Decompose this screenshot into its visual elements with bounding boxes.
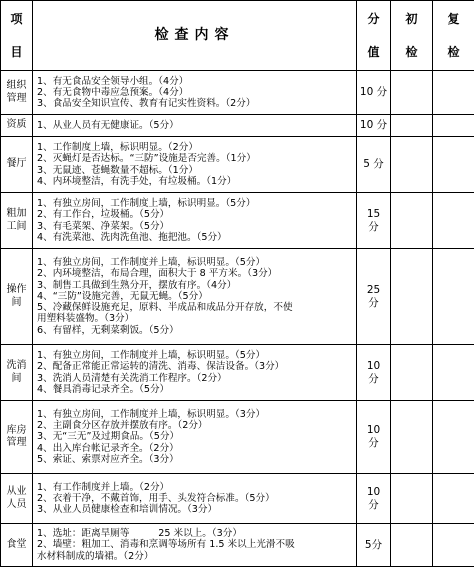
recheck-cell[interactable]	[433, 137, 474, 193]
first-check-cell[interactable]	[391, 249, 433, 345]
criteria-line: 用塑料装盛物。（3分）	[37, 313, 356, 324]
criteria-line: 2、墙壁：粗加工、消毒和烹调等场所有 1.5 米以上光滑不吸	[37, 539, 356, 550]
recheck-cell[interactable]	[433, 345, 474, 401]
first-check-cell[interactable]	[391, 137, 433, 193]
score-value: 5分	[357, 539, 390, 552]
criteria-line: 4、有洗菜池、洗肉洗鱼池、拖把池。（5分）	[37, 232, 356, 243]
content-cell	[33, 193, 357, 249]
criteria-line: 5、索证、索票对应齐全。（3分）	[37, 454, 356, 465]
category-label: 资质	[1, 119, 32, 132]
recheck-cell[interactable]	[433, 249, 474, 345]
score-value: 10	[357, 360, 390, 373]
header-score: 分 值	[357, 1, 391, 71]
criteria-line: 3、制售工具做到生熟分开，摆放有序。（4分）	[37, 280, 356, 291]
table-row	[1, 249, 474, 345]
category-cell	[1, 137, 33, 193]
content-cell	[33, 401, 357, 474]
table-row	[1, 474, 474, 524]
recheck-cell[interactable]	[433, 115, 474, 137]
criteria-line: 6、有留样，无剩菜剩饭。（5分）	[37, 325, 356, 336]
score-value: 10 分	[357, 119, 390, 132]
table-row	[1, 345, 474, 401]
criteria-line: 3、有毛菜架、净菜架。（5分）	[37, 221, 356, 232]
category-label: 洗消	[1, 360, 32, 373]
criteria-line: 1、工作制度上墙，标识明显。（2分）	[37, 142, 356, 153]
table-row	[1, 193, 474, 249]
category-cell	[1, 193, 33, 249]
score-value: 5 分	[357, 158, 390, 171]
score-cell	[357, 401, 391, 474]
score-value: 分	[357, 437, 390, 450]
score-cell	[357, 137, 391, 193]
category-label: 操作	[1, 284, 32, 297]
category-label: 粗加	[1, 208, 32, 221]
criteria-line: 4、餐具消毒记录齐全。（5分）	[37, 384, 356, 395]
category-cell	[1, 524, 33, 567]
category-label: 食堂	[1, 539, 32, 552]
category-label: 库房	[1, 425, 32, 438]
criteria-line: 水材料制成的墙裙。（2分）	[37, 551, 356, 562]
score-cell	[357, 249, 391, 345]
category-label: 间	[1, 373, 32, 386]
category-label: 管理	[1, 437, 32, 450]
criteria-line: 2、衣着干净，不戴首饰，用手、头发符合标准。（5分）	[37, 493, 356, 504]
content-cell	[33, 115, 357, 137]
category-label: 间	[1, 297, 32, 310]
category-cell	[1, 71, 33, 115]
category-label: 工间	[1, 221, 32, 234]
first-check-cell[interactable]	[391, 193, 433, 249]
score-value: 25	[357, 284, 390, 297]
category-label: 管理	[1, 93, 32, 106]
category-cell	[1, 249, 33, 345]
score-value: 15	[357, 208, 390, 221]
criteria-line: 4、出入库台帐记录齐全。（2分）	[37, 443, 356, 454]
score-cell	[357, 474, 391, 524]
content-cell	[33, 474, 357, 524]
content-cell	[33, 137, 357, 193]
category-label: 组织	[1, 80, 32, 93]
recheck-cell[interactable]	[433, 193, 474, 249]
header-item: 项 目	[1, 1, 33, 71]
content-cell	[33, 71, 357, 115]
first-check-cell[interactable]	[391, 345, 433, 401]
criteria-line: 1、有独立房间，工作制度上墙，标识明显。（5分）	[37, 198, 356, 209]
first-check-cell[interactable]	[391, 115, 433, 137]
score-cell	[357, 524, 391, 567]
criteria-line: 1、有工作制度并上墙。（2分）	[37, 482, 356, 493]
score-cell	[357, 345, 391, 401]
category-label: 餐厅	[1, 158, 32, 171]
criteria-line: 2、内环境整洁，布局合理，面积大于 8 平方米。（3分）	[37, 268, 356, 279]
criteria-line: 1、选址：距离旱厕等 25 米以上。（3分）	[37, 528, 356, 539]
criteria-line: 4、“三防”设施完善，无鼠无蝇。（5分）	[37, 291, 356, 302]
score-value: 分	[357, 373, 390, 386]
recheck-cell[interactable]	[433, 401, 474, 474]
content-cell	[33, 524, 357, 567]
category-cell	[1, 115, 33, 137]
score-value: 10 分	[357, 86, 390, 99]
criteria-line: 3、无“三无”及过期食品。（5分）	[37, 431, 356, 442]
score-value: 10	[357, 424, 390, 437]
category-cell	[1, 474, 33, 524]
first-check-cell[interactable]	[391, 401, 433, 474]
score-cell	[357, 115, 391, 137]
table-row	[1, 115, 474, 137]
table-row	[1, 71, 474, 115]
recheck-cell[interactable]	[433, 524, 474, 567]
criteria-line: 4、内环境整洁，有洗手处，有垃圾桶。（1分）	[37, 176, 356, 187]
criteria-line: 1、有独立房间，工作制度并上墙，标识明显。（5分）	[37, 257, 356, 268]
criteria-line: 2、灭蝇灯是否达标。“三防”设施是否完善。（1分）	[37, 153, 356, 164]
criteria-line: 2、主副食分区存放并摆放有序。（2分）	[37, 420, 356, 431]
criteria-line: 3、洗消人员清楚有关洗消工作程序。（2分）	[37, 373, 356, 384]
score-value: 分	[357, 221, 390, 234]
criteria-line: 3、食品安全知识宣传、教育有记实性资料。（2分）	[37, 98, 356, 109]
category-label: 人员	[1, 499, 32, 512]
criteria-line: 3、无鼠迹、苍蝇数量不超标。（1分）	[37, 165, 356, 176]
criteria-line: 1、从业人员有无健康证。（5分）	[37, 120, 356, 131]
table-row	[1, 524, 474, 567]
table-row	[1, 401, 474, 474]
score-value: 分	[357, 499, 390, 512]
score-cell	[357, 71, 391, 115]
criteria-line: 3、从业人员健康检查和培训情况。（3分）	[37, 504, 356, 515]
header-content: 检查内容	[33, 1, 357, 71]
recheck-cell[interactable]	[433, 71, 474, 115]
table-row	[1, 137, 474, 193]
content-cell	[33, 345, 357, 401]
criteria-line: 1、有独立房间，工作制度并上墙，标识明显。（5分）	[37, 350, 356, 361]
content-cell	[33, 249, 357, 345]
first-check-cell[interactable]	[391, 474, 433, 524]
category-label: 从业	[1, 486, 32, 499]
category-cell	[1, 345, 33, 401]
criteria-line: 1、有独立房间，工作制度并上墙，标识明显。（3分）	[37, 409, 356, 420]
category-cell	[1, 401, 33, 474]
header-first-check: 初 检	[391, 1, 433, 71]
score-value: 分	[357, 297, 390, 310]
recheck-cell[interactable]	[433, 474, 474, 524]
header-row	[1, 1, 474, 71]
criteria-line: 2、有无食物中毒应急预案。（4分）	[37, 87, 356, 98]
score-value: 10	[357, 486, 390, 499]
criteria-line: 1、有无食品安全领导小组。（4分）	[37, 76, 356, 87]
header-recheck: 复 检	[433, 1, 474, 71]
criteria-line: 2、有工作台，垃圾桶。（5分）	[37, 209, 356, 220]
first-check-cell[interactable]	[391, 71, 433, 115]
first-check-cell[interactable]	[391, 524, 433, 567]
criteria-line: 5、冷藏保鲜设施充足，原料、半成品和成品分开存放，不使	[37, 302, 356, 313]
criteria-line: 2、配备正常能正常运转的清洗、消毒、保洁设备。（3分）	[37, 361, 356, 372]
score-cell	[357, 193, 391, 249]
